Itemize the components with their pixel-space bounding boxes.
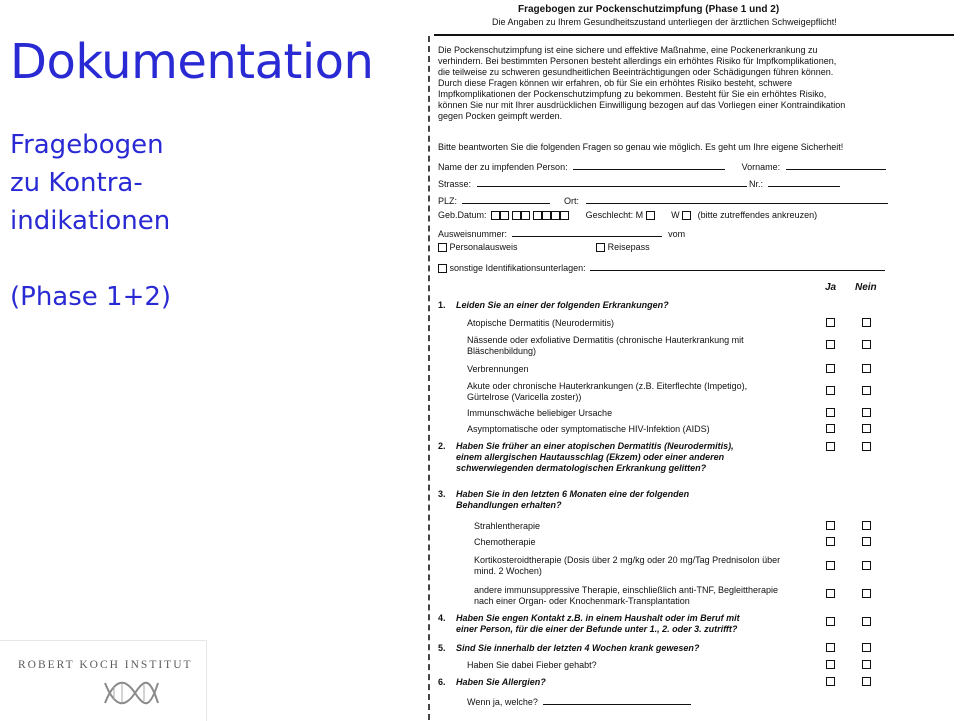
q1-item: Verbrennungen — [467, 364, 529, 374]
q5-nein-checkbox[interactable] — [862, 643, 871, 652]
q6-nein-checkbox[interactable] — [862, 677, 871, 686]
address-field — [438, 177, 840, 190]
question-5 — [438, 643, 699, 654]
q1-item: Immunschwäche beliebiger Ursache — [467, 408, 613, 418]
id-type-field — [438, 242, 650, 253]
q4-ja-checkbox[interactable] — [826, 617, 835, 626]
q1-item-ja-checkbox[interactable] — [826, 318, 835, 327]
question-number: 4. — [438, 613, 446, 623]
intro-line: Die Pockenschutzimpfung ist eine sichere und effektive Maßnahme, eine Pockenerkrankung zu — [438, 45, 818, 55]
q1-item-nein-checkbox[interactable] — [862, 318, 871, 327]
birthdate-gender-field — [438, 210, 817, 221]
q1-item: Atopische Dermatitis (Neurodermitis) — [467, 318, 615, 328]
geschlecht-label: Geschlecht: — [585, 210, 634, 220]
q3-item — [474, 555, 780, 577]
female-checkbox[interactable] — [682, 211, 691, 220]
questionnaire-form — [400, 0, 960, 720]
question-line: Behandlungen erhalten? — [456, 500, 562, 510]
question-number: 3. — [438, 489, 446, 499]
q3-item-ja-checkbox[interactable] — [826, 589, 835, 598]
instruction-text: Bitte beantworten Sie die folgenden Fragen so genau wie möglich. Es geht um Ihre eigene Sicherheit! — [438, 142, 844, 152]
helix-logo-icon — [100, 673, 160, 713]
intro-line: die teilweise zu schweren gesundheitlichen Beeinträchtigungen oder Schädigungen führen können. — [438, 67, 834, 77]
ja-header: Ja — [825, 282, 837, 293]
subtitle-line: zu Kontra- — [10, 168, 143, 198]
strasse-label: Strasse: — [438, 179, 472, 189]
question-text — [456, 613, 740, 635]
intro-line: Impfkomplikationen der Pockenschutzimpfung zu bekommen. Besteht für Sie ein erhöhtes Risiko, — [438, 89, 827, 99]
q4-nein-checkbox[interactable] — [862, 617, 871, 626]
sonstige-label: sonstige Identifikationsunterlagen: — [449, 263, 586, 273]
ort-input-line[interactable] — [586, 194, 888, 204]
reisepass-label: Reisepass — [607, 242, 650, 252]
question-text: Haben Sie Allergien? — [456, 677, 546, 687]
allergies-input-line[interactable] — [543, 695, 691, 705]
subtitle-line: Fragebogen — [10, 130, 164, 160]
intro-paragraph — [438, 45, 845, 122]
question-line: Haben Sie früher an einer atopischen Dermatitis (Neurodermitis), — [456, 441, 734, 451]
q3-item-nein-checkbox[interactable] — [862, 589, 871, 598]
form-title-rule — [434, 34, 954, 36]
reisepass-checkbox[interactable] — [596, 243, 605, 252]
q1-item-line: Bläschenbildung) — [467, 346, 537, 356]
q3-item: Chemotherapie — [474, 537, 536, 547]
question-1 — [438, 300, 669, 311]
q1-item-line: Nässende oder exfoliative Dermatitis (chronische Hauterkrankung mit — [467, 335, 744, 345]
q3-item-nein-checkbox[interactable] — [862, 521, 871, 530]
w-label: W — [671, 210, 680, 220]
question-4 — [438, 613, 740, 635]
q6-item-label: Wenn ja, welche? — [467, 697, 538, 707]
logo-wordmark: ROBERT KOCH INSTITUT — [18, 659, 193, 671]
form-title: Fragebogen zur Pockenschutzimpfung (Phase 1 und 2) — [518, 4, 780, 15]
q1-item-ja-checkbox[interactable] — [826, 424, 835, 433]
q5-item: Haben Sie dabei Fieber gehabt? — [467, 660, 597, 670]
name-label: Name der zu impfenden Person: — [438, 162, 568, 172]
gebdatum-label: Geb.Datum: — [438, 210, 487, 220]
q3-item-ja-checkbox[interactable] — [826, 561, 835, 570]
nein-header: Nein — [855, 282, 877, 293]
vorname-input-line[interactable] — [786, 160, 886, 170]
q1-item-ja-checkbox[interactable] — [826, 386, 835, 395]
form-margin-line — [428, 36, 430, 720]
q1-item — [467, 381, 747, 403]
question-number: 1. — [438, 300, 446, 310]
question-number: 5. — [438, 643, 446, 653]
form-subtitle: Die Angaben zu Ihrem Gesundheitszustand unterliegen der ärztlichen Schweigepflicht! — [492, 17, 837, 27]
question-6 — [438, 677, 546, 688]
question-line: einer Person, für die einer der Befunde unter 1., 2. oder 3. zutrifft? — [456, 624, 738, 634]
q5-item-nein-checkbox[interactable] — [862, 660, 871, 669]
intro-line: können Sie nur mit Ihrer ausdrücklichen Einwilligung bezogen auf das Vorliegen einer Kontraindikation — [438, 100, 846, 110]
q1-item-nein-checkbox[interactable] — [862, 408, 871, 417]
nr-label: Nr.: — [749, 179, 764, 189]
question-3 — [438, 489, 689, 511]
slide-title: Dokumentation — [10, 34, 374, 90]
q3-item-line: andere immunsuppressive Therapie, einschließlich anti-TNF, Begleittherapie — [474, 585, 778, 595]
q3-item: Strahlentherapie — [474, 521, 541, 531]
question-text: Sind Sie innerhalb der letzten 4 Wochen krank gewesen? — [456, 643, 700, 653]
question-line: Haben Sie engen Kontakt z.B. in einem Haushalt oder im Beruf mit — [456, 613, 740, 623]
ausweis-field — [438, 227, 685, 240]
question-line: Haben Sie in den letzten 6 Monaten eine der folgenden — [456, 489, 690, 499]
rki-logo — [0, 640, 207, 721]
question-2 — [438, 441, 734, 474]
nr-input-line[interactable] — [768, 177, 840, 187]
name-field — [438, 160, 886, 173]
question-number: 2. — [438, 441, 446, 451]
question-line: schwerwiegenden dermatologischen Erkrankung gelitten? — [456, 463, 707, 473]
q1-item-ja-checkbox[interactable] — [826, 364, 835, 373]
q1-item-ja-checkbox[interactable] — [826, 408, 835, 417]
ausweisnummer-input-line[interactable] — [512, 227, 662, 237]
zutreffend-note: (bitte zutreffendes ankreuzen) — [697, 210, 818, 220]
q5-ja-checkbox[interactable] — [826, 643, 835, 652]
male-checkbox[interactable] — [646, 211, 655, 220]
intro-line: gegen Pocken geimpft werden. — [438, 111, 563, 121]
plz-ort-field — [438, 194, 888, 207]
slide-phase: (Phase 1+2) — [10, 282, 172, 312]
subtitle-line: indikationen — [10, 206, 171, 236]
q6-item — [467, 695, 691, 708]
question-text: Leiden Sie an einer der folgenden Erkrankungen? — [456, 300, 669, 310]
q2-nein-checkbox[interactable] — [862, 442, 871, 451]
q1-item-line: Akute oder chronische Hauterkrankungen (z.B. Eiterflechte (Impetigo), — [467, 381, 748, 391]
q6-ja-checkbox[interactable] — [826, 677, 835, 686]
ort-label: Ort: — [564, 196, 580, 206]
birthdate-boxes[interactable] — [491, 210, 572, 220]
q3-item-line: mind. 2 Wochen) — [474, 566, 542, 576]
q1-item-line: Gürtelrose (Varicella zoster)) — [467, 392, 582, 402]
q3-item-nein-checkbox[interactable] — [862, 537, 871, 546]
question-line: einem allergischen Hautausschlag (Ekzem) oder einer anderen — [456, 452, 725, 462]
q3-item-ja-checkbox[interactable] — [826, 521, 835, 530]
q3-item-line: nach einer Organ- oder Knochenmark-Transplantation — [474, 596, 690, 606]
intro-line: Durch diese Fragen können wir erfahren, ob für Sie ein erhöhtes Risiko besteht, schwere — [438, 78, 793, 88]
intro-line: verhindern. Bei bestimmten Personen besteht allerdings ein erhöhtes Risiko für Impfkomplikationen, — [438, 56, 837, 66]
question-text — [456, 489, 689, 511]
question-text — [456, 441, 734, 474]
q3-item-nein-checkbox[interactable] — [862, 561, 871, 570]
ausweisnummer-label: Ausweisnummer: — [438, 229, 508, 239]
q3-item — [474, 585, 778, 607]
slide-subtitle — [10, 126, 170, 240]
personalausweis-checkbox[interactable] — [438, 243, 447, 252]
q3-item-ja-checkbox[interactable] — [826, 537, 835, 546]
q1-item-nein-checkbox[interactable] — [862, 386, 871, 395]
strasse-input-line[interactable] — [477, 177, 747, 187]
q1-item-ja-checkbox[interactable] — [826, 340, 835, 349]
q1-item: Asymptomatische oder symptomatische HIV-Infektion (AIDS) — [467, 424, 710, 434]
q5-item-ja-checkbox[interactable] — [826, 660, 835, 669]
sonstige-checkbox[interactable] — [438, 264, 447, 273]
m-label: M — [635, 210, 644, 220]
plz-input-line[interactable] — [462, 194, 550, 204]
question-number: 6. — [438, 677, 446, 687]
name-input-line[interactable] — [573, 160, 725, 170]
q1-item — [467, 335, 744, 357]
vom-label: vom — [668, 229, 686, 239]
q1-item-nein-checkbox[interactable] — [862, 424, 871, 433]
vorname-label: Vorname: — [741, 162, 781, 172]
q3-item-line: Kortikosteroidtherapie (Dosis über 2 mg/kg oder 20 mg/Tag Prednisolon über — [474, 555, 781, 565]
sonstige-field — [438, 261, 885, 274]
q2-ja-checkbox[interactable] — [826, 442, 835, 451]
sonstige-input-line[interactable] — [590, 261, 885, 271]
q1-item-nein-checkbox[interactable] — [862, 340, 871, 349]
plz-label: PLZ: — [438, 196, 458, 206]
q1-item-nein-checkbox[interactable] — [862, 364, 871, 373]
personalausweis-label: Personalausweis — [449, 242, 518, 252]
